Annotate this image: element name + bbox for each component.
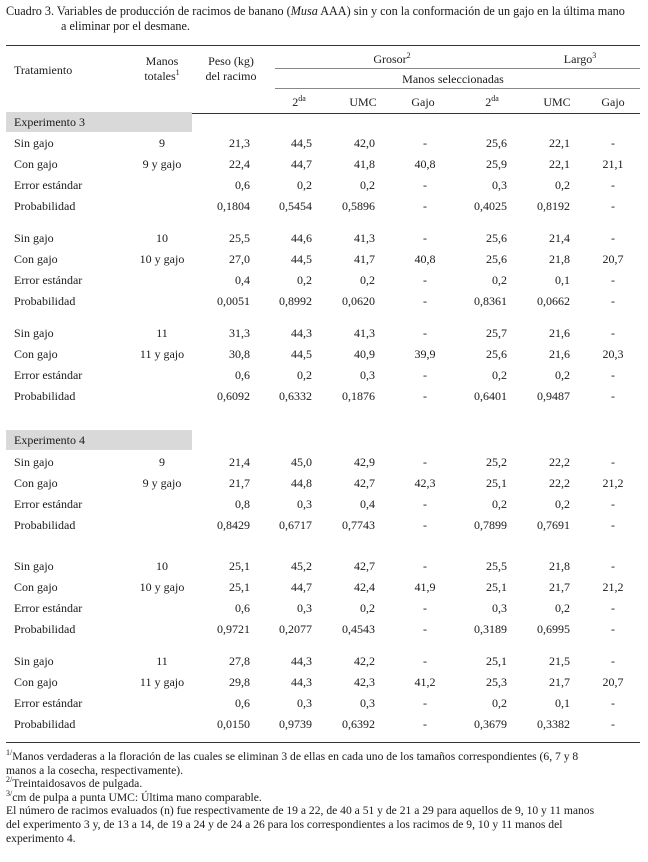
- cell-largo-2da: 0,3: [492, 601, 507, 615]
- footnote-4-end: experimento 4.: [6, 831, 76, 845]
- caption-line-1: [6, 4, 640, 19]
- cell-largo-gajo: -: [611, 696, 615, 710]
- cell-largo-umc: 0,7691: [537, 518, 570, 532]
- cell-largo-umc: 0,2: [555, 178, 570, 192]
- cell-largo-gajo: -: [611, 518, 615, 532]
- cell-largo-2da: 25,1: [486, 654, 507, 668]
- cell-grosor-gajo: -: [423, 518, 427, 532]
- cell-largo-umc: 21,5: [549, 654, 570, 668]
- cell-grosor-2da: 0,2: [297, 273, 312, 287]
- cell-manos: 10: [156, 559, 168, 573]
- cell-tratamiento: Error estándar: [14, 273, 83, 287]
- cell-grosor-gajo: 41,9: [414, 580, 436, 594]
- cell-grosor-umc: 42,9: [354, 455, 375, 469]
- cell-largo-umc: 21,4: [549, 231, 570, 245]
- cell-grosor-umc: 42,2: [354, 654, 375, 668]
- cell-grosor-2da: 0,2: [297, 368, 312, 382]
- cell-largo-gajo: -: [611, 622, 615, 636]
- header-subcolumn-rule: [275, 88, 640, 89]
- cell-grosor-gajo: -: [423, 326, 427, 340]
- table-top-rule: [6, 45, 640, 46]
- cell-tratamiento: Probabilidad: [14, 717, 76, 731]
- cell-grosor-2da: 0,5454: [279, 199, 312, 213]
- cell-grosor-umc: 42,4: [354, 580, 375, 594]
- cell-grosor-2da: 44,8: [291, 476, 312, 490]
- cell-manos: 11 y gajo: [139, 347, 185, 361]
- cell-grosor-2da: 44,5: [291, 136, 312, 150]
- cell-grosor-gajo: -: [423, 622, 427, 636]
- cell-largo-gajo: -: [611, 231, 615, 245]
- cell-grosor-2da: 0,6717: [279, 518, 312, 532]
- cell-grosor-2da: 44,3: [291, 654, 312, 668]
- cell-peso: 0,6: [235, 178, 250, 192]
- cell-largo-umc: 0,9487: [537, 389, 570, 403]
- cell-largo-gajo: -: [611, 389, 615, 403]
- cell-grosor-gajo: 39,9: [414, 347, 436, 361]
- cell-grosor-gajo: -: [423, 273, 427, 287]
- cell-largo-gajo: 20,7: [602, 252, 624, 266]
- cell-tratamiento: Sin gajo: [14, 455, 54, 469]
- caption-text: Cuadro 3. Variables de producción de racimos de banano (: [6, 4, 291, 18]
- cell-tratamiento: Con gajo: [14, 157, 58, 171]
- cell-peso: 25,1: [229, 580, 250, 594]
- cell-peso: 0,0051: [217, 294, 250, 308]
- footnote-4-cont: del experimento 3 y, de 13 a 14, de 19 a 24 y de 24 a 26 para los correspondientes a los racimos de 9, 10 y 11 manos del: [6, 817, 563, 831]
- cell-grosor-umc: 0,0620: [342, 294, 375, 308]
- cell-tratamiento: Con gajo: [14, 347, 58, 361]
- cell-largo-umc: 21,8: [549, 252, 570, 266]
- cell-manos: 10 y gajo: [139, 580, 185, 594]
- cell-largo-umc: 22,2: [549, 476, 570, 490]
- cell-grosor-umc: 42,3: [354, 675, 375, 689]
- cell-largo-gajo: -: [611, 294, 615, 308]
- cell-peso: 0,8: [235, 497, 250, 511]
- cell-largo-umc: 22,1: [549, 157, 570, 171]
- cell-largo-gajo: -: [611, 601, 615, 615]
- cell-grosor-umc: 0,2: [360, 273, 375, 287]
- cell-grosor-umc: 41,8: [354, 157, 375, 171]
- cell-grosor-umc: 0,7743: [342, 518, 375, 532]
- cell-grosor-gajo: -: [423, 136, 427, 150]
- cell-peso: 22,4: [229, 157, 250, 171]
- cell-grosor-2da: 44,5: [291, 347, 312, 361]
- cell-largo-2da: 0,6401: [474, 389, 507, 403]
- cell-largo-gajo: 20,7: [602, 675, 624, 689]
- cell-tratamiento: Con gajo: [14, 675, 58, 689]
- cell-peso: 25,5: [229, 231, 250, 245]
- cell-largo-umc: 0,1: [555, 273, 570, 287]
- cell-largo-gajo: -: [611, 368, 615, 382]
- cell-peso: 25,1: [229, 559, 250, 573]
- caption-text-rest: AAA) sin y con la conformación de un gajo en la última mano: [317, 4, 625, 18]
- cell-largo-2da: 25,3: [486, 675, 507, 689]
- cell-peso: 0,9721: [217, 622, 250, 636]
- cell-manos: 9 y gajo: [142, 157, 182, 171]
- experiment-label: Experimento 4: [14, 433, 85, 447]
- header-manos-line1: Manos: [145, 54, 179, 68]
- cell-manos: 9: [159, 455, 165, 469]
- cell-tratamiento: Probabilidad: [14, 199, 76, 213]
- cell-grosor-2da: 45,2: [291, 559, 312, 573]
- cell-largo-2da: 25,6: [486, 231, 507, 245]
- cell-largo-gajo: 21,2: [602, 476, 624, 490]
- cell-tratamiento: Sin gajo: [14, 231, 54, 245]
- caption-line-2: a eliminar por el desmane.: [61, 19, 190, 33]
- cell-grosor-umc: 0,4: [360, 497, 375, 511]
- header-manos-seleccionadas: Manos seleccionadas: [402, 72, 504, 86]
- cell-grosor-umc: 42,7: [354, 476, 375, 490]
- cell-largo-2da: 25,9: [486, 157, 507, 171]
- cell-largo-gajo: -: [611, 326, 615, 340]
- footnote-4: El número de racimos evaluados (n) fue respectivamente de 19 a 22, de 40 a 51 y de 21 a 29 para aquellos de 9, 10 y 11 manos: [6, 804, 595, 818]
- cell-largo-umc: 0,3382: [537, 717, 570, 731]
- cell-largo-2da: 0,8361: [474, 294, 507, 308]
- cell-grosor-2da: 0,3: [297, 696, 312, 710]
- cell-grosor-umc: 0,4543: [342, 622, 375, 636]
- cell-largo-gajo: 21,2: [602, 580, 624, 594]
- cell-grosor-2da: 44,7: [291, 157, 312, 171]
- cell-largo-umc: 21,7: [549, 675, 570, 689]
- cell-peso: 0,6092: [217, 389, 250, 403]
- cell-grosor-gajo: -: [423, 231, 427, 245]
- cell-grosor-gajo: -: [423, 455, 427, 469]
- cell-grosor-umc: 0,2: [360, 178, 375, 192]
- cell-manos: 11: [156, 326, 168, 340]
- cell-tratamiento: Sin gajo: [14, 559, 54, 573]
- cell-grosor-umc: 41,7: [354, 252, 375, 266]
- cell-tratamiento: Error estándar: [14, 178, 83, 192]
- subheader-gajo-largo: Gajo: [601, 95, 625, 109]
- cell-largo-gajo: -: [611, 178, 615, 192]
- cell-largo-gajo: -: [611, 273, 615, 287]
- cell-tratamiento: Error estándar: [14, 601, 83, 615]
- cell-grosor-gajo: -: [423, 696, 427, 710]
- cell-peso: 0,6: [235, 601, 250, 615]
- cell-grosor-gajo: 42,3: [414, 476, 436, 490]
- cell-grosor-umc: 0,5896: [342, 199, 375, 213]
- cell-peso: 0,0150: [217, 717, 250, 731]
- cell-tratamiento: Probabilidad: [14, 622, 76, 636]
- cell-grosor-2da: 0,2077: [279, 622, 312, 636]
- subheader-umc-grosor: UMC: [349, 95, 377, 109]
- cell-peso: 21,4: [229, 455, 250, 469]
- cell-grosor-2da: 0,2: [297, 178, 312, 192]
- cell-grosor-gajo: 40,8: [414, 157, 436, 171]
- cell-grosor-umc: 0,6392: [342, 717, 375, 731]
- cell-largo-umc: 21,6: [549, 326, 570, 340]
- cell-largo-gajo: -: [611, 199, 615, 213]
- cell-grosor-2da: 44,7: [291, 580, 312, 594]
- cell-largo-2da: 25,6: [486, 252, 507, 266]
- cell-grosor-gajo: -: [423, 178, 427, 192]
- cell-largo-umc: 0,8192: [537, 199, 570, 213]
- cell-largo-umc: 0,2: [555, 497, 570, 511]
- cell-tratamiento: Error estándar: [14, 497, 83, 511]
- subheader-2da-largo: $2^{da}$: [485, 94, 499, 109]
- cell-tratamiento: Con gajo: [14, 580, 58, 594]
- header-grosor-largo-rule: [275, 68, 640, 69]
- header-grosor: Grosor$^2$: [373, 51, 411, 66]
- subheader-2da-grosor: $2^{da}$: [292, 94, 306, 109]
- cell-largo-gajo: -: [611, 136, 615, 150]
- footnote-3: $^{3/}$cm de pulpa a punta UMC: Última mano comparable.: [6, 788, 262, 804]
- cell-grosor-umc: 42,0: [354, 136, 375, 150]
- cell-grosor-gajo: -: [423, 199, 427, 213]
- cell-manos: 11 y gajo: [139, 675, 185, 689]
- cell-largo-umc: 22,1: [549, 136, 570, 150]
- cell-largo-umc: 21,6: [549, 347, 570, 361]
- cell-largo-gajo: 20,3: [602, 347, 624, 361]
- table-caption: [6, 4, 640, 34]
- cell-peso: 31,3: [229, 326, 250, 340]
- cell-largo-gajo: -: [611, 654, 615, 668]
- cell-grosor-gajo: -: [423, 717, 427, 731]
- cell-grosor-gajo: -: [423, 601, 427, 615]
- cell-grosor-umc: 41,3: [354, 231, 375, 245]
- cell-largo-2da: 0,3: [492, 178, 507, 192]
- cell-tratamiento: Con gajo: [14, 476, 58, 490]
- cell-largo-2da: 25,5: [486, 559, 507, 573]
- footnote-1: $^{1/}$Manos verdaderas a la floración de las cuales se eliminan 3 de ellas en cada uno de los tamaños correspondientes (6, 7 y 8: [6, 748, 579, 763]
- cell-grosor-2da: 0,3: [297, 497, 312, 511]
- cell-largo-2da: 25,7: [486, 326, 507, 340]
- cell-largo-umc: 0,2: [555, 601, 570, 615]
- cell-largo-2da: 0,2: [492, 273, 507, 287]
- cell-tratamiento: Sin gajo: [14, 326, 54, 340]
- header-manos-line2: totales$^1$: [144, 68, 180, 83]
- cell-grosor-2da: 0,9739: [279, 717, 312, 731]
- cell-largo-gajo: -: [611, 717, 615, 731]
- cell-tratamiento: Sin gajo: [14, 136, 54, 150]
- cell-largo-2da: 0,2: [492, 368, 507, 382]
- cell-grosor-2da: 45,0: [291, 455, 312, 469]
- cell-peso: 0,6: [235, 368, 250, 382]
- cell-grosor-2da: 0,6332: [279, 389, 312, 403]
- cell-largo-2da: 25,1: [486, 476, 507, 490]
- cell-peso: 0,1804: [217, 199, 250, 213]
- cell-largo-2da: 25,2: [486, 455, 507, 469]
- cell-largo-2da: 0,7899: [474, 518, 507, 532]
- cell-tratamiento: Probabilidad: [14, 294, 76, 308]
- cell-grosor-umc: 40,9: [354, 347, 375, 361]
- footnote-2: $^{2/}$Treintaidosavos de pulgada.: [6, 775, 143, 791]
- cell-grosor-gajo: -: [423, 559, 427, 573]
- cell-tratamiento: Probabilidad: [14, 518, 76, 532]
- cell-grosor-2da: 44,3: [291, 326, 312, 340]
- cell-largo-gajo: -: [611, 497, 615, 511]
- cell-grosor-gajo: -: [423, 389, 427, 403]
- cell-largo-gajo: -: [611, 455, 615, 469]
- cell-largo-2da: 25,1: [486, 580, 507, 594]
- cell-tratamiento: Sin gajo: [14, 654, 54, 668]
- cell-grosor-2da: 0,3: [297, 601, 312, 615]
- cell-largo-umc: 0,1: [555, 696, 570, 710]
- cell-peso: 21,3: [229, 136, 250, 150]
- cell-grosor-2da: 0,8992: [279, 294, 312, 308]
- cell-largo-2da: 0,3189: [474, 622, 507, 636]
- cell-manos: 11: [156, 654, 168, 668]
- experiment-label: Experimento 3: [14, 115, 85, 129]
- caption-italic-genus: Musa: [290, 4, 318, 18]
- subheader-gajo-grosor: Gajo: [411, 95, 435, 109]
- cell-manos: 10: [156, 231, 168, 245]
- cell-largo-2da: 25,6: [486, 136, 507, 150]
- header-tratamiento: Tratamiento: [14, 63, 73, 77]
- cell-grosor-2da: 44,5: [291, 252, 312, 266]
- cell-manos: 9: [159, 136, 165, 150]
- cell-grosor-umc: 0,1876: [342, 389, 375, 403]
- cell-largo-umc: 0,0662: [537, 294, 570, 308]
- header-largo: Largo$^3$: [563, 51, 597, 66]
- cell-grosor-gajo: -: [423, 368, 427, 382]
- cell-grosor-gajo: -: [423, 497, 427, 511]
- cell-peso: 21,7: [229, 476, 250, 490]
- cell-grosor-gajo: 40,8: [414, 252, 436, 266]
- footnote-1-cont: manos a la cosecha, respectivamente).: [6, 763, 184, 777]
- cell-largo-2da: 0,2: [492, 497, 507, 511]
- cell-tratamiento: Probabilidad: [14, 389, 76, 403]
- header-peso-line2: del racimo: [205, 69, 257, 83]
- cell-tratamiento: Error estándar: [14, 368, 83, 382]
- cell-peso: 0,6: [235, 696, 250, 710]
- cell-peso: 0,8429: [217, 518, 250, 532]
- cell-grosor-gajo: 41,2: [414, 675, 436, 689]
- cell-peso: 27,0: [229, 252, 250, 266]
- cell-grosor-umc: 0,3: [360, 368, 375, 382]
- cell-grosor-umc: 42,7: [354, 559, 375, 573]
- cell-largo-2da: 0,3679: [474, 717, 507, 731]
- cell-grosor-umc: 0,3: [360, 696, 375, 710]
- cell-largo-umc: 21,7: [549, 580, 570, 594]
- cell-largo-umc: 22,2: [549, 455, 570, 469]
- cell-peso: 29,8: [229, 675, 250, 689]
- cell-grosor-umc: 41,3: [354, 326, 375, 340]
- cell-grosor-umc: 0,2: [360, 601, 375, 615]
- header-peso-line1: Peso (kg): [208, 54, 254, 68]
- cell-largo-2da: 0,2: [492, 696, 507, 710]
- cell-manos: 9 y gajo: [142, 476, 182, 490]
- cell-peso: 30,8: [229, 347, 250, 361]
- cell-largo-umc: 21,8: [549, 559, 570, 573]
- cell-largo-2da: 0,4025: [474, 199, 507, 213]
- cell-grosor-gajo: -: [423, 654, 427, 668]
- cell-manos: 10 y gajo: [139, 252, 185, 266]
- cell-grosor-2da: 44,6: [291, 231, 312, 245]
- cell-peso: 0,4: [235, 273, 250, 287]
- subheader-umc-largo: UMC: [543, 95, 571, 109]
- cell-largo-gajo: 21,1: [602, 157, 624, 171]
- cell-largo-2da: 25,6: [486, 347, 507, 361]
- cell-largo-umc: 0,6995: [537, 622, 570, 636]
- cell-largo-umc: 0,2: [555, 368, 570, 382]
- cell-peso: 27,8: [229, 654, 250, 668]
- cell-largo-gajo: -: [611, 559, 615, 573]
- cell-grosor-gajo: -: [423, 294, 427, 308]
- cell-tratamiento: Error estándar: [14, 696, 83, 710]
- cell-tratamiento: Con gajo: [14, 252, 58, 266]
- cell-grosor-2da: 44,3: [291, 675, 312, 689]
- table-footnotes: [6, 750, 640, 845]
- table-bottom-rule: [6, 742, 640, 743]
